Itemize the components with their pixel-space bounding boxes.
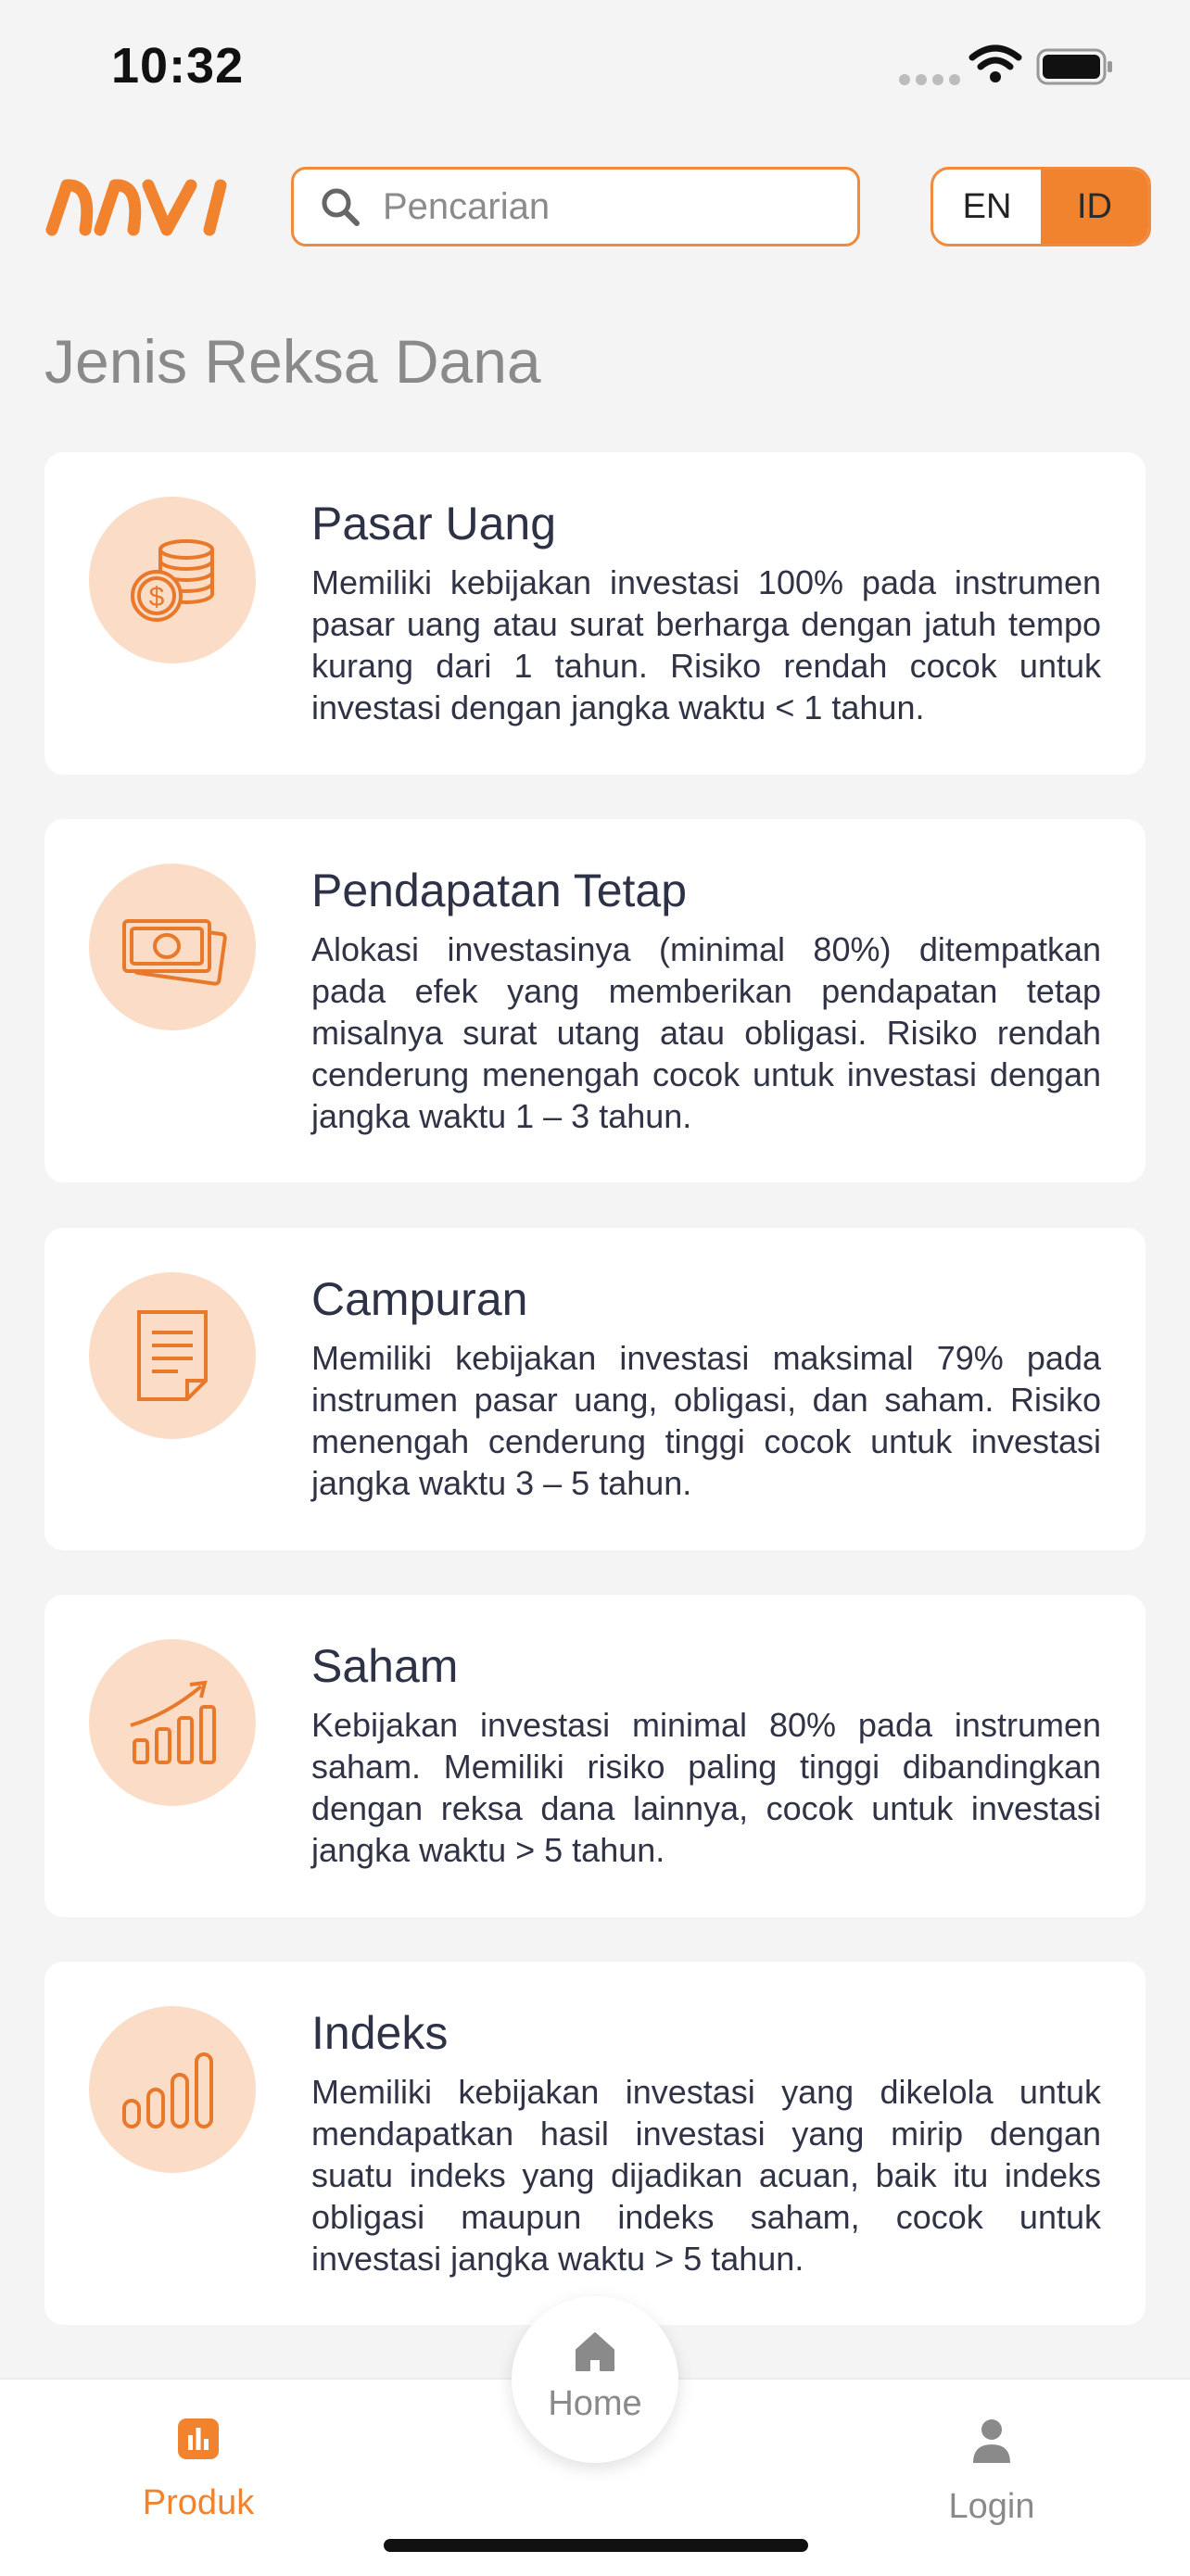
card-description: Alokasi investasinya (minimal 80%) ditempatkan pada efek yang memberikan pendapatan tetap misalnya surat utang atau obligasi. Risiko rendah cenderung menengah cocok untuk investasi dengan jangka waktu 1 – 3 tahun. <box>311 930 1101 1135</box>
page-title: Jenis Reksa Dana <box>44 327 541 396</box>
fund-card-saham[interactable] <box>44 1595 1146 1917</box>
nav-login[interactable] <box>899 2417 1084 2527</box>
fund-card-pendapatan-tetap[interactable] <box>44 819 1146 1182</box>
card-title: Campuran <box>311 1273 528 1325</box>
fund-card-pasar-uang[interactable] <box>44 452 1146 775</box>
nav-produk[interactable] <box>106 2417 291 2523</box>
nav-home-label: Home <box>548 2384 642 2423</box>
lang-id-button[interactable]: ID <box>1041 170 1148 244</box>
lang-en-button[interactable]: EN <box>962 186 1012 226</box>
svg-text:$: $ <box>148 582 165 612</box>
search-icon <box>320 186 361 227</box>
battery-icon <box>1036 48 1114 85</box>
signal-icon <box>899 74 960 85</box>
document-icon <box>89 1272 256 1439</box>
nav-home-button[interactable] <box>512 2296 678 2463</box>
wifi-icon <box>968 44 1022 83</box>
nav-produk-label: Produk <box>142 2483 255 2522</box>
navi-logo <box>44 176 248 237</box>
card-title: Indeks <box>311 2007 449 2059</box>
user-icon <box>969 2417 1014 2465</box>
nav-login-label: Login <box>948 2487 1035 2526</box>
fund-card-indeks[interactable] <box>44 1962 1146 2325</box>
index-bars-icon <box>89 2006 256 2173</box>
card-description: Memiliki kebijakan investasi yang dikelola untuk mendapatkan hasil investasi yang mirip dengan suatu indeks yang dijadikan acuan, baik itu indeks obligasi maupun indeks saham, cocok untuk investasi jangka waktu > 5 tahun. <box>311 2073 1101 2278</box>
banknotes-icon <box>89 864 256 1030</box>
chart-icon <box>176 2417 221 2461</box>
card-title: Pendapatan Tetap <box>311 865 688 916</box>
search-box[interactable] <box>291 167 860 246</box>
language-toggle[interactable] <box>930 167 1151 246</box>
fund-card-campuran[interactable] <box>44 1228 1146 1550</box>
coins-icon <box>89 497 256 663</box>
home-indicator <box>384 2539 808 2552</box>
card-title: Pasar Uang <box>311 498 557 549</box>
card-description: Memiliki kebijakan investasi maksimal 79% pada instrumen pasar uang, obligasi, dan saham. Risiko menengah cenderung tinggi cocok untuk investasi jangka waktu 3 – 5 tahun. <box>311 1339 1101 1502</box>
card-title: Saham <box>311 1640 459 1692</box>
card-description: Kebijakan investasi minimal 80% pada instrumen saham. Memiliki risiko paling tinggi dibandingkan dengan reksa dana lainnya, cocok untuk investasi jangka waktu > 5 tahun. <box>311 1706 1101 1869</box>
search-input[interactable] <box>381 185 811 229</box>
app-header <box>0 139 1190 278</box>
growth-chart-icon <box>89 1639 256 1806</box>
card-description: Memiliki kebijakan investasi 100% pada instrumen pasar uang atau surat berharga dengan jatuh tempo kurang dari 1 tahun. Risiko rendah cocok untuk investasi dengan jangka waktu < 1 tahun. <box>311 563 1101 726</box>
status-time: 10:32 <box>111 38 245 94</box>
home-icon <box>573 2330 617 2374</box>
